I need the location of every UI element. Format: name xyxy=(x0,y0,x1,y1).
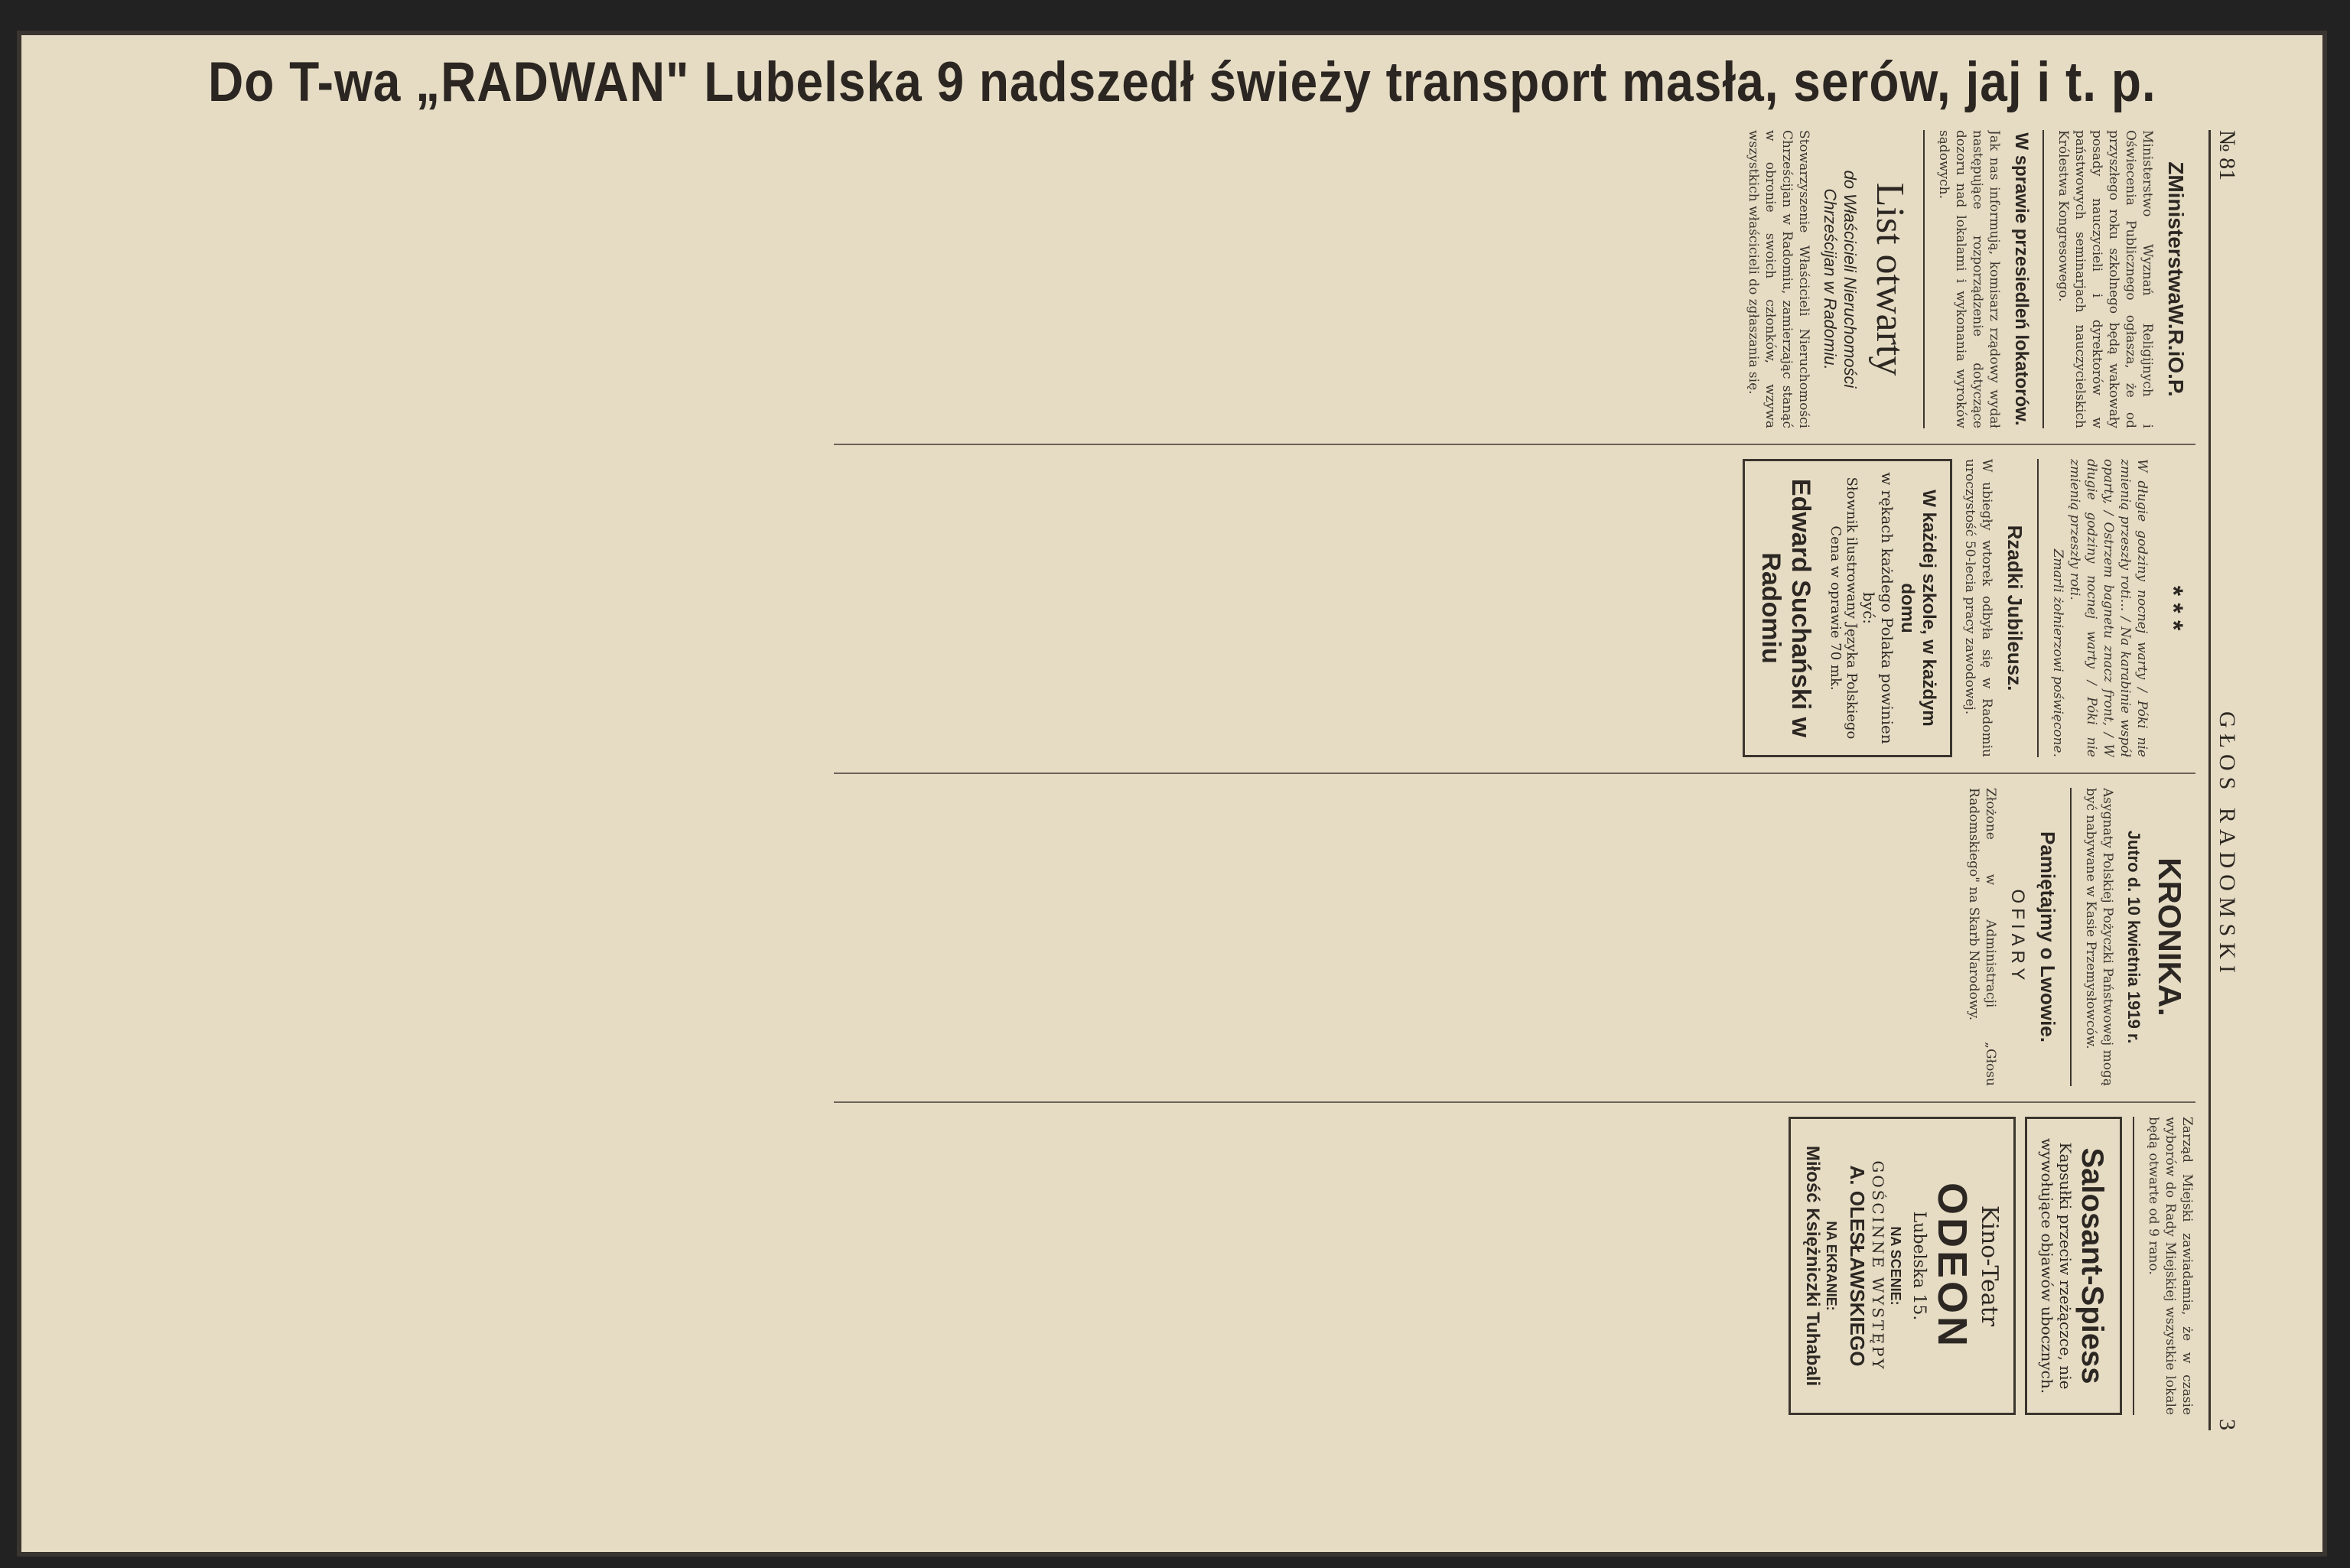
poem-signature: Zmarli żołnierzowi poświęcone. xyxy=(2050,548,2065,757)
column-2 xyxy=(834,459,2195,757)
jubilee-heading: Rzadki Jubileusz. xyxy=(2003,525,2026,691)
odeon-kino: Kino-Teatr xyxy=(1976,1205,2003,1327)
odeon-address: Lubelska 15. xyxy=(1909,1211,1928,1321)
newspaper-page xyxy=(390,130,2241,1430)
ofiary-text: Złożone w Administracji „Głosu Radomskiego" na Skarb Narodowy. xyxy=(1966,788,1998,1086)
page-number: 3 xyxy=(2215,1419,2240,1430)
running-head xyxy=(2208,130,2241,1430)
issue-number: № 81 xyxy=(2215,130,2240,181)
ad-line-1: W każdej szkole, w każdym domu xyxy=(1897,490,1939,727)
column-1 xyxy=(834,130,2195,428)
ad-line-2: w rękach każdego Polaka powinien być: xyxy=(1860,472,1896,744)
odeon-scena: NA SCENIE: xyxy=(1888,1226,1903,1306)
paper-name: GŁOS RADOMSKI xyxy=(2215,711,2240,979)
sprawa-heading: W sprawie przesiedleń lokatorów. xyxy=(2011,132,2032,426)
list-text: Stowarzyszenie Właścicieli Nieruchomości Chrześcijan w Radomiu, zamierzając stanąć w obronie swoich członków, wzywa wszystkich właścicieli do zgłaszania się. xyxy=(1746,130,1811,428)
list-heading: List otwarty xyxy=(1868,182,1912,376)
column-4 xyxy=(834,1117,2195,1415)
kronika-text: Asygnaty Polskiej Pożyczki Państwowej mogą być nabywane w Kasie Przemysłowców. xyxy=(2083,788,2115,1086)
odeon-name: ODEON xyxy=(1929,1182,1975,1350)
poem-text: W długie godziny nocnej warty / Póki nie zmienią przeszły roti... / Na karabinie współ oparty, / Ostrzem bagnetu znacz front, / W długie godziny nocnej warty / Póki nie zmienią przeszły roti. xyxy=(2067,459,2150,757)
poem-heading: * * * xyxy=(2159,585,2188,631)
ad-line-3: Słownik ilustrowany Języka Polskiego xyxy=(1844,477,1860,740)
odeon-ad xyxy=(1789,1117,2016,1415)
banner-headline: Do T-wa „RADWAN" Lubelska 9 nadszedł świeży transport masła, serów, jaj i t. p. xyxy=(208,50,2156,113)
jubilee-text: W ubiegły wtorek odbyła się w Radomiu uroczystość 50-lecia pracy zawodowej. xyxy=(1962,459,1994,757)
ad-line-4: Cena w oprawie 70 mk. xyxy=(1828,525,1844,691)
odeon-guest: GOŚCINNE WYSTĘPY xyxy=(1869,1160,1887,1371)
kronika-heading: KRONIKA. xyxy=(2152,857,2188,1017)
odeon-artist: A. OLESŁAWSKIEGO xyxy=(1846,1165,1869,1367)
salosant-ad xyxy=(2025,1117,2122,1415)
lwow-heading: Pamiętajmy o Lwowie. xyxy=(2036,831,2059,1043)
ministry-heading: ZMinisterstwaW.R.iO.P. xyxy=(2164,161,2188,397)
odeon-film: Miłość Księżniczki Tuhabali xyxy=(1802,1145,1823,1387)
list-subheading: do Właścicieli Nieruchomości Chrześcijan w Radomiu. xyxy=(1821,170,1860,389)
sprawa-text: Jak nas informują, komisarz rządowy wydał następujące rozporządzenie dotyczące dozoru nad lokalami i wykonania wyroków sądowych. xyxy=(1936,130,2002,428)
news-text: Zarząd Miejski zawiadamia, że w czasie wyborów do Rady Miejskiej wszystkie lokale będą otwarte od 9 rano. xyxy=(2146,1117,2195,1415)
column-3 xyxy=(834,788,2195,1086)
kronika-date: Jutro d. 10 kwietnia 1919 r. xyxy=(2124,830,2143,1044)
ofiary-heading: OFIARY xyxy=(2007,889,2028,985)
ministry-text: Ministerstwo Wyznań Religijnych i Oświecenia Publicznego ogłasza, że od przyszłego roku szkolnego będą wakowały posady nauczycieli i dyrektorów w państwowych seminarjach nauczycielskich Królestwa Kongresowego. xyxy=(2055,130,2155,428)
salosant-brand: Salosant-Spiess xyxy=(2075,1147,2109,1384)
dictionary-ad xyxy=(1743,459,1952,757)
ad-publisher: Edward Suchański w Radomiu xyxy=(1756,478,1815,738)
odeon-ekran: NA EKRANIE: xyxy=(1824,1221,1839,1311)
salosant-text: Kapsułki przeciw rzeżączce, nie wywołujące objawów ubocznych. xyxy=(2038,1137,2075,1394)
